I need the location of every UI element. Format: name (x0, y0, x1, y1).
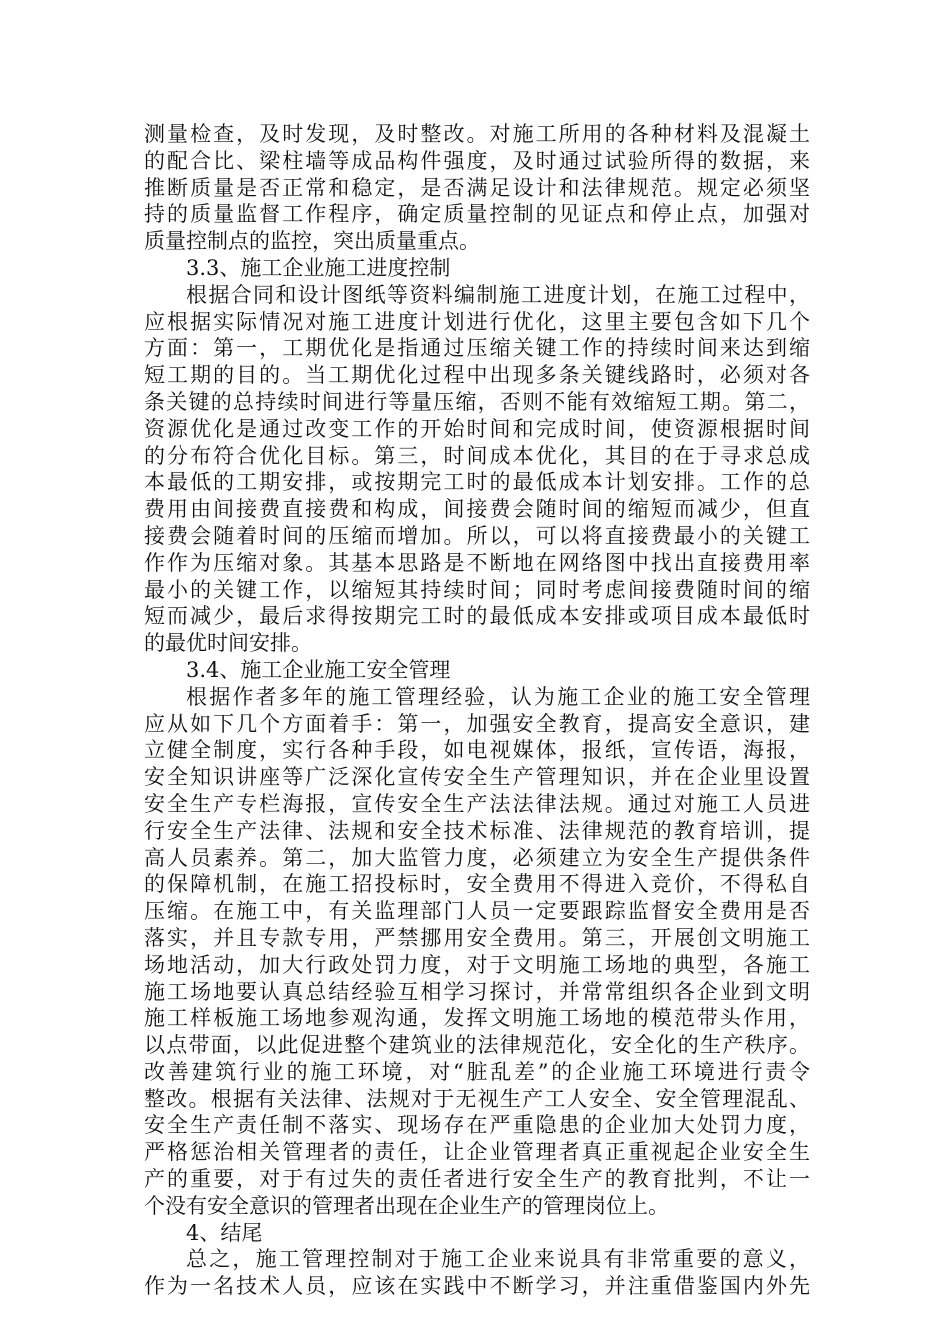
paragraph-schedule-control (144, 282, 810, 657)
text-line: 以点带面，以此促进整个建筑业的法律规范化，安全化的生产秩序。 (144, 1033, 810, 1058)
section-heading-3-4: 3.4、施工企业施工安全管理 (186, 657, 451, 682)
section-heading-4: 4、结尾 (186, 1220, 263, 1245)
text-line: 施工场地要认真总结经验互相学习探讨，并常常组织各企业到文明 (144, 979, 810, 1004)
text-line: 作作为压缩对象。其基本思路是不断地在网络图中找出直接费用率 (144, 550, 810, 575)
text-line: 最小的关键工作，以缩短其持续时间；同时考虑间接费随时间的缩 (144, 577, 810, 602)
text-line: 总之，施工管理控制对于施工企业来说具有非常重要的意义， (186, 1247, 810, 1272)
text-line: 产的重要，对于有过失的责任者进行安全生产的教育批判，不让一 (144, 1167, 810, 1192)
text-line: 资源优化是通过改变工作的开始时间和完成时间，使资源根据时间 (144, 416, 810, 441)
text-line: 改善建筑行业的施工环境，对“脏乱差”的企业施工环境进行责令 (144, 1059, 810, 1084)
text-line: 短而减少，最后求得按期完工时的最低成本安排或项目成本最低时 (144, 604, 810, 629)
text-line: 立健全制度，实行各种手段，如电视媒体，报纸，宣传语，海报， (144, 738, 810, 763)
text-line: 行安全生产法律、法规和安全技术标准、法律规范的教育培训，提 (144, 818, 810, 843)
text-line: 作为一名技术人员，应该在实践中不断学习，并注重借鉴国内外先 (144, 1274, 810, 1299)
text-line: 条关键的总持续时间进行等量压缩，否则不能有效缩短工期。第二， (144, 389, 810, 414)
text-line: 应根据实际情况对施工进度计划进行优化，这里主要包含如下几个 (144, 309, 810, 334)
paragraph-safety-management (144, 684, 810, 1220)
text-line: 安全生产责任制不落实、现场存在严重隐患的企业加大处罚力度， (144, 1113, 810, 1138)
text-line: 个没有安全意识的管理者出现在企业生产的管理岗位上。 (144, 1193, 669, 1218)
text-line: 质量控制点的监控，突出质量重点。 (144, 229, 480, 254)
text-line: 的保障机制，在施工招投标时，安全费用不得进入竞价，不得私自 (144, 872, 810, 897)
text-line: 落实，并且专款专用，严禁挪用安全费用。第三，开展创文明施工 (144, 925, 810, 950)
text-line: 持的质量监督工作程序，确定质量控制的见证点和停止点，加强对 (144, 202, 810, 227)
text-line: 根据合同和设计图纸等资料编制施工进度计划，在施工过程中， (186, 282, 810, 307)
text-line: 安全生产专栏海报，宣传安全生产法法律法规。通过对施工人员进 (144, 791, 810, 816)
paragraph-conclusion (144, 1246, 810, 1300)
text-line: 高人员素养。第二，加大监管力度，必须建立为安全生产提供条件 (144, 845, 810, 870)
text-line: 的最优时间安排。 (144, 631, 312, 656)
text-line: 费用由间接费直接费和构成，间接费会随时间的缩短而减少，但直 (144, 497, 810, 522)
text-line: 严格惩治相关管理者的责任，让企业管理者真正重视起企业安全生 (144, 1140, 810, 1165)
text-line: 的分布符合优化目标。第三，时间成本优化，其目的在于寻求总成 (144, 443, 810, 468)
text-line: 接费会随着时间的压缩而增加。所以，可以将直接费最小的关键工 (144, 523, 810, 548)
text-line: 整改。根据有关法律、法规对于无视生产工人安全、安全管理混乱、 (144, 1086, 810, 1111)
text-line: 方面：第一，工期优化是指通过压缩关键工作的持续时间来达到缩 (144, 336, 810, 361)
text-line: 场地活动，加大行政处罚力度，对于文明施工场地的典型，各施工 (144, 952, 810, 977)
document-body (144, 121, 810, 1300)
section-heading-3-3: 3.3、施工企业施工进度控制 (186, 255, 451, 280)
text-line: 压缩。在施工中，有关监理部门人员一定要跟踪监督安全费用是否 (144, 899, 810, 924)
text-line: 短工期的目的。当工期优化过程中出现多条关键线路时，必须对各 (144, 363, 810, 388)
text-line: 安全知识讲座等广泛深化宣传安全生产管理知识，并在企业里设置 (144, 765, 810, 790)
text-line: 的配合比、梁柱墙等成品构件强度，及时通过试验所得的数据，来 (144, 148, 810, 173)
text-line: 测量检查，及时发现，及时整改。对施工所用的各种材料及混凝土 (144, 122, 810, 146)
paragraph-quality-monitoring (144, 121, 810, 255)
text-line: 施工样板施工场地参观沟通，发挥文明施工场地的模范带头作用， (144, 1006, 810, 1031)
text-line: 应从如下几个方面着手：第一，加强安全教育，提高安全意识，建 (144, 711, 810, 736)
text-line: 根据作者多年的施工管理经验，认为施工企业的施工安全管理 (186, 684, 810, 709)
text-line: 本最低的工期安排，或按期完工时的最低成本计划安排。工作的总 (144, 470, 810, 495)
text-line: 推断质量是否正常和稳定，是否满足设计和法律规范。规定必须坚 (144, 175, 810, 200)
